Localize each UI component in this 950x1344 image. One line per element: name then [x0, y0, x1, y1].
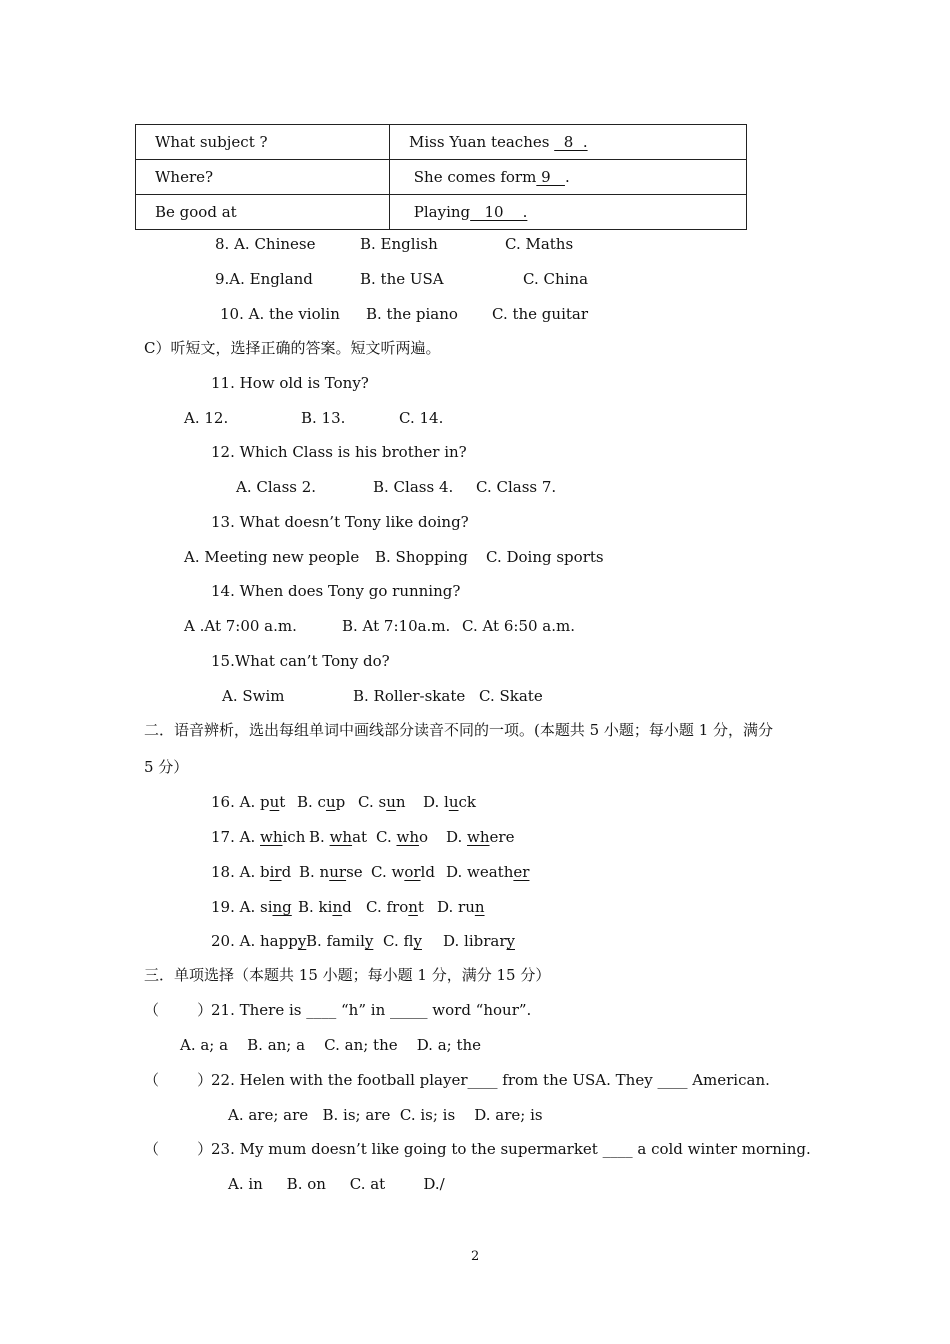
table-cell-answer	[390, 195, 747, 230]
option-10-a: 10. A. the violin	[220, 305, 340, 323]
table-cell-question: Where?	[136, 160, 390, 195]
question-17-b: B. what	[309, 828, 368, 846]
question-14: 14. When does Tony go running?	[211, 582, 461, 600]
question-14-option-c: C. At 6:50 a.m.	[462, 617, 575, 635]
question-15: 15.What can’t Tony do?	[211, 652, 390, 670]
question-15-option-a: A. Swim	[222, 687, 285, 705]
section-c-heading: C）听短文，选择正确的答案。短文听两遍。	[144, 339, 441, 357]
question-16-c: C. sun	[358, 793, 406, 811]
table-row	[136, 125, 747, 160]
question-20-b: B. family	[306, 932, 374, 950]
question-15-option-c: C. Skate	[479, 687, 543, 705]
answer-blank-23: （ ）	[144, 1140, 213, 1158]
question-11: 11. How old is Tony?	[211, 374, 369, 392]
answer-blank: 10 .	[470, 203, 528, 221]
page-number: 2	[471, 1249, 480, 1264]
option-9-a: 9.A. England	[215, 270, 313, 288]
part2-heading: 二．语音辨析，选出每组单词中画线部分读音不同的一项。(本题共 5 小题；每小题 1 分，满分	[144, 721, 774, 739]
question-19-c: C. front	[366, 898, 424, 916]
question-21: 21. There is ____ “h” in _____ word “hour”.	[211, 1001, 532, 1019]
question-12-option-c: C. Class 7.	[476, 478, 557, 496]
question-14-option-b: B. At 7:10a.m.	[342, 617, 451, 635]
option-9-b: B. the USA	[360, 270, 444, 288]
question-18-d: D. weather	[446, 863, 530, 881]
option-8-b: B. English	[360, 235, 438, 253]
question-13-option-b: B. Shopping	[375, 548, 468, 566]
answer-blank: 8 .	[554, 133, 588, 151]
question-19-a: 19. A. sing	[211, 898, 292, 916]
answer-blank-21: （ ）	[144, 1001, 213, 1019]
answer-text: Playing	[409, 203, 471, 221]
answer-blank-22: （ ）	[144, 1071, 213, 1089]
question-15-option-b: B. Roller-skate	[353, 687, 466, 705]
question-12-option-b: B. Class 4.	[373, 478, 454, 496]
question-17-c: C. who	[376, 828, 429, 846]
part3-heading: 三．单项选择（本题共 15 小题；每小题 1 分，满分 15 分）	[144, 966, 551, 984]
option-9-c: C. China	[523, 270, 589, 288]
question-18-a: 18. A. bird	[211, 863, 292, 881]
question-18-c: C. world	[371, 863, 435, 881]
question-23: 23. My mum doesn’t like going to the supermarket ____ a cold winter morning.	[211, 1140, 811, 1158]
answer-blank: 9	[536, 168, 565, 186]
option-8-a: 8. A. Chinese	[215, 235, 316, 253]
question-11-option-b: B. 13.	[301, 409, 346, 427]
answer-text-post: .	[564, 168, 570, 186]
answer-text: She comes form	[409, 168, 537, 186]
table-cell-question: Be good at	[136, 195, 390, 230]
question-14-option-a: A .At 7:00 a.m.	[184, 617, 297, 635]
option-10-c: C. the guitar	[492, 305, 589, 323]
info-table	[135, 124, 747, 230]
question-11-option-a: A. 12.	[184, 409, 229, 427]
question-16-b: B. cup	[297, 793, 346, 811]
question-13-option-a: A. Meeting new people	[184, 548, 360, 566]
question-16-a: 16. A. put	[211, 793, 286, 811]
question-19-b: B. kind	[298, 898, 352, 916]
question-21-options: A. a; a B. an; a C. an; the D. a; the	[180, 1036, 482, 1054]
question-16-d: D. luck	[423, 793, 476, 811]
question-22: 22. Helen with the football player____ from the USA. They ____ American.	[211, 1071, 770, 1089]
question-20-c: C. fly	[383, 932, 422, 950]
question-20-a: 20. A. happy	[211, 932, 307, 950]
table-cell-question: What subject ?	[136, 125, 390, 160]
question-17-a: 17. A. which	[211, 828, 306, 846]
question-18-b: B. nurse	[299, 863, 363, 881]
table-cell-answer	[390, 160, 747, 195]
option-8-c: C. Maths	[505, 235, 574, 253]
table-row	[136, 195, 747, 230]
question-13: 13. What doesn’t Tony like doing?	[211, 513, 469, 531]
answer-text: Miss Yuan teaches	[409, 133, 555, 151]
question-12-option-a: A. Class 2.	[236, 478, 317, 496]
question-23-options: A. in B. on C. at D./	[228, 1175, 445, 1193]
table-row	[136, 160, 747, 195]
question-17-d: D. where	[446, 828, 515, 846]
part2-heading-cont: 5 分）	[144, 758, 189, 776]
question-13-option-c: C. Doing sports	[486, 548, 604, 566]
question-11-option-c: C. 14.	[399, 409, 444, 427]
question-19-d: D. run	[437, 898, 485, 916]
option-10-b: B. the piano	[366, 305, 458, 323]
table-cell-answer	[390, 125, 747, 160]
question-22-options: A. are; are B. is; are C. is; is D. are; is	[228, 1106, 543, 1124]
question-20-d: D. library	[443, 932, 515, 950]
question-12: 12. Which Class is his brother in?	[211, 443, 467, 461]
